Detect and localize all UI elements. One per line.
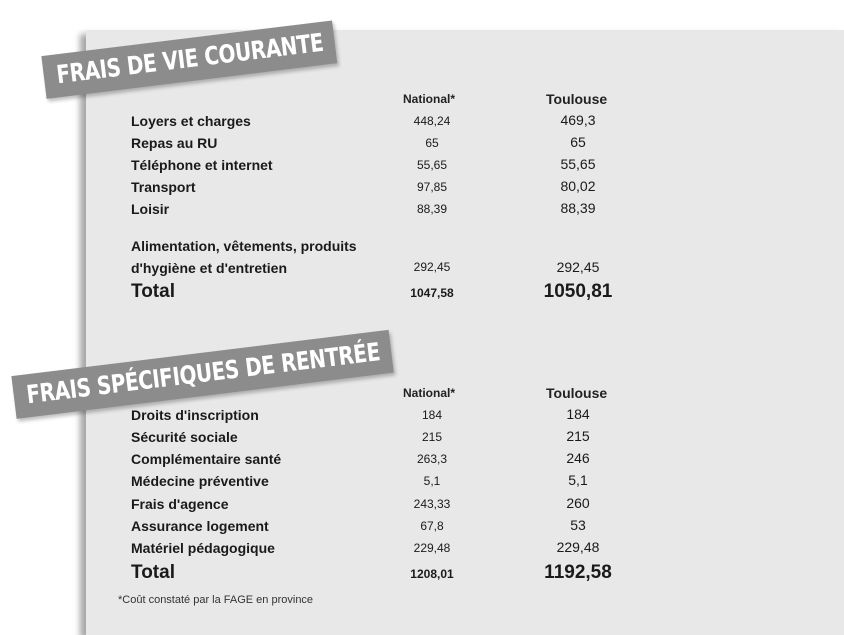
value-national: 215	[421, 430, 443, 444]
value-toulouse: 65	[570, 134, 586, 150]
value-national: 88,39	[416, 202, 448, 216]
total-label: Total	[131, 562, 175, 583]
value-toulouse: 55,65	[560, 156, 596, 172]
row-label: Loisir	[131, 201, 170, 217]
section-banner-frais-vie-courante: FRAIS DE VIE COURANTE	[41, 21, 337, 99]
total-label: Total	[131, 281, 175, 302]
column-header-toulouse: Toulouse	[546, 385, 608, 401]
section-banner-frais-specifiques: FRAIS SPÉCIFIQUES DE RENTRÉE	[11, 330, 393, 419]
total-toulouse: 1192,58	[544, 562, 612, 583]
value-national: 97,85	[416, 180, 448, 194]
value-toulouse: 229,48	[556, 539, 600, 555]
value-national: 448,24	[413, 114, 451, 128]
total-national: 1208,01	[410, 567, 454, 581]
row-label: Droits d'inscription	[131, 407, 259, 423]
value-toulouse: 246	[566, 450, 590, 466]
column-header-toulouse: Toulouse	[546, 91, 608, 107]
value-national: 229,48	[413, 541, 451, 555]
row-label-line2: d'hygiène et d'entretien	[131, 260, 288, 276]
row-label: Loyers et charges	[131, 113, 251, 129]
value-toulouse: 5,1	[568, 472, 588, 488]
row-label: Transport	[131, 179, 196, 195]
row-label: Complémentaire santé	[131, 451, 282, 467]
row-label: Matériel pédagogique	[131, 540, 275, 556]
value-national: 184	[421, 408, 443, 422]
footnote: *Coût constaté par la FAGE en province	[118, 594, 314, 606]
column-header-national: National*	[403, 386, 456, 400]
value-national: 5,1	[423, 474, 441, 488]
value-toulouse: 184	[566, 406, 590, 422]
value-toulouse: 80,02	[560, 178, 596, 194]
total-toulouse: 1050,81	[543, 281, 613, 302]
row-label: Assurance logement	[131, 518, 269, 534]
value-national: 65	[425, 136, 439, 150]
row-label: Médecine préventive	[131, 473, 269, 489]
value-toulouse: 292,45	[556, 259, 600, 275]
row-label: Frais d'agence	[131, 496, 229, 512]
value-toulouse: 260	[566, 495, 590, 511]
value-national: 263,3	[416, 452, 448, 466]
value-toulouse: 215	[566, 428, 590, 444]
row-label: Sécurité sociale	[131, 429, 238, 445]
value-toulouse: 53	[570, 517, 586, 533]
value-toulouse: 469,3	[560, 112, 596, 128]
value-toulouse: 88,39	[560, 200, 596, 216]
value-national: 292,45	[413, 260, 451, 274]
row-label-line1: Alimentation, vêtements, produits	[131, 238, 357, 254]
value-national: 67,8	[420, 519, 444, 533]
value-national: 55,65	[416, 158, 448, 172]
row-label: Téléphone et internet	[131, 157, 273, 173]
column-header-national: National*	[403, 92, 456, 106]
row-label: Repas au RU	[131, 135, 218, 151]
total-national: 1047,58	[410, 286, 454, 300]
value-national: 243,33	[413, 497, 451, 511]
